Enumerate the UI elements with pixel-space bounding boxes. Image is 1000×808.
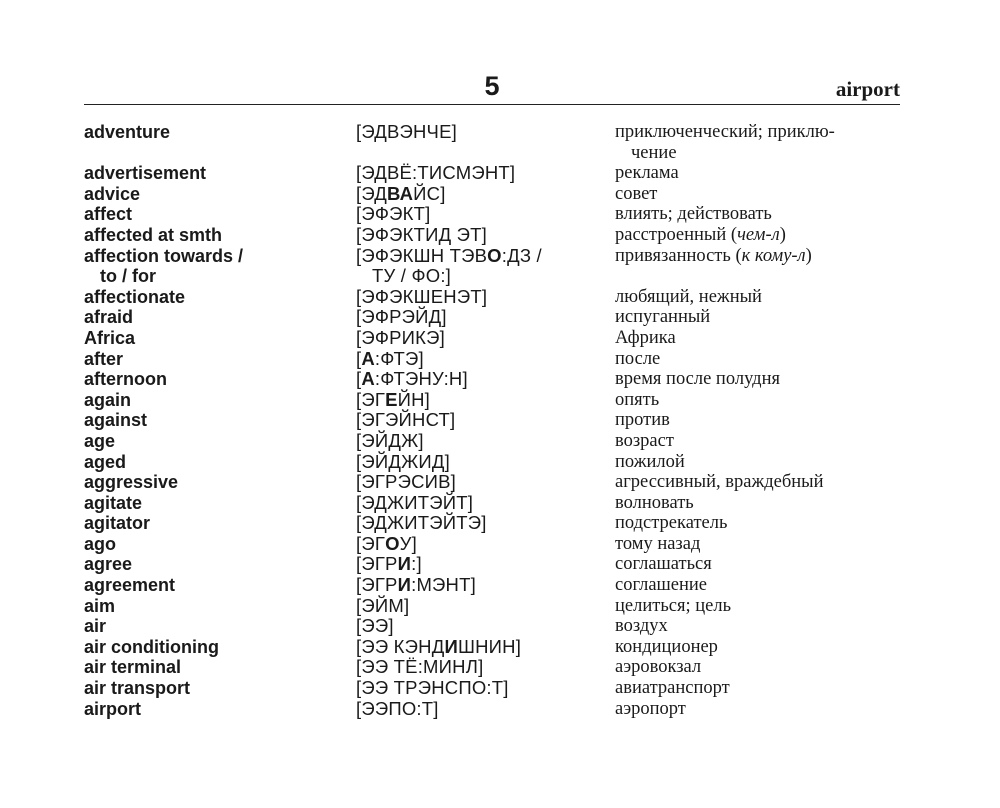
- page-number: 5: [484, 71, 500, 101]
- dictionary-entry: [84, 184, 900, 205]
- entry-translation-line: [615, 534, 905, 555]
- dictionary-entry: [84, 225, 900, 246]
- entry-translation: [615, 307, 905, 328]
- entry-word: [84, 699, 346, 720]
- entry-pronunciation-segment: [ЭГ: [356, 532, 386, 554]
- entry-translation-segment: волновать: [615, 492, 694, 513]
- entry-pronunciation-segment: [ЭЙМ]: [356, 594, 410, 616]
- entry-word-line: adventure: [84, 122, 171, 142]
- entry-translation-line: [615, 513, 905, 534]
- dictionary-entry: [84, 554, 900, 575]
- entry-pronunciation-line: [356, 699, 606, 720]
- entry-pronunciation-segment: И: [397, 553, 412, 575]
- entry-pronunciation-segment: [ЭЙДЖИД]: [356, 450, 450, 472]
- entry-pronunciation-line: [356, 472, 606, 493]
- entry-pronunciation-segment: [: [356, 368, 362, 390]
- entry-pronunciation-line: [356, 163, 606, 184]
- entry-translation-segment: целиться; цель: [615, 595, 732, 616]
- entry-pronunciation-line: [356, 122, 606, 143]
- entry-pronunciation: [356, 246, 606, 287]
- entry-word-line: air terminal: [84, 657, 182, 678]
- entry-pronunciation: [356, 699, 606, 720]
- entry-pronunciation-line: [356, 184, 606, 205]
- entry-pronunciation-segment: [ЭФЭКШЕНЭТ]: [356, 285, 488, 307]
- entry-pronunciation: [356, 184, 606, 205]
- entry-pronunciation-line: [356, 390, 606, 411]
- entry-word-line: aged: [84, 451, 127, 472]
- entry-translation: [615, 596, 905, 617]
- entry-translation-line: [615, 246, 905, 267]
- dictionary-entry: [84, 513, 900, 534]
- entry-translation-line: [615, 452, 905, 473]
- entry-translation: [615, 225, 905, 246]
- entry-pronunciation-line: [356, 493, 606, 514]
- entry-pronunciation-segment: [ЭЭ ТРЭНСПО:Т]: [356, 677, 509, 699]
- entry-translation-line: [615, 307, 905, 328]
- dictionary-entry: [84, 575, 900, 596]
- entry-word-line: airport: [84, 698, 142, 719]
- entry-pronunciation-line: [356, 554, 606, 575]
- entry-translation: [615, 616, 905, 637]
- entry-word-line: afternoon: [84, 369, 167, 390]
- entry-translation-segment: чем-л: [737, 224, 780, 245]
- entry-translation-line: [615, 678, 905, 699]
- entry-pronunciation-segment: :МЭНТ]: [411, 574, 476, 596]
- entry-translation-line: [615, 143, 905, 164]
- entry-pronunciation-segment: [ЭДЖИТЭЙТ]: [356, 491, 474, 513]
- entry-word-line: afraid: [84, 307, 134, 328]
- entry-pronunciation: [356, 287, 606, 308]
- entry-pronunciation-segment: ВА: [386, 182, 414, 204]
- entry-word-line: air conditioning: [84, 636, 219, 657]
- entry-translation-segment: аэровокзал: [615, 657, 702, 678]
- dictionary-entry: [84, 307, 900, 328]
- entry-translation-segment: ): [779, 224, 786, 245]
- entry-pronunciation: [356, 122, 606, 143]
- entry-translation: [615, 369, 905, 390]
- entry-translation-segment: время после полудня: [615, 369, 780, 390]
- entry-pronunciation-segment: И: [397, 574, 412, 596]
- entry-word: [84, 596, 346, 617]
- entry-pronunciation-segment: [ЭДВЁ:ТИСМЭНТ]: [356, 162, 516, 184]
- entry-pronunciation: [356, 678, 606, 699]
- entry-translation-line: [615, 163, 905, 184]
- entry-pronunciation: [356, 534, 606, 555]
- entry-translation: [615, 246, 905, 267]
- entry-word: [84, 554, 346, 575]
- dictionary-entry: [84, 431, 900, 452]
- entry-pronunciation-segment: [ЭГЭЙНСТ]: [356, 409, 456, 431]
- dictionary-entry: [84, 699, 900, 720]
- entry-pronunciation-segment: И: [444, 635, 458, 657]
- entry-translation-segment: расстроенный (: [615, 224, 738, 245]
- dictionary-entry: [84, 369, 900, 390]
- entry-pronunciation-segment: ЙН]: [397, 388, 431, 410]
- dictionary-entry: [84, 122, 900, 163]
- entry-translation-segment: реклама: [615, 163, 679, 184]
- entry-pronunciation-segment: [: [356, 347, 362, 369]
- entry-word: [84, 369, 346, 390]
- entry-pronunciation-segment: [ЭЭ]: [356, 615, 394, 637]
- entry-pronunciation-segment: [ЭГ: [356, 388, 386, 410]
- entry-translation-line: [615, 575, 905, 596]
- entry-word: [84, 163, 346, 184]
- entry-translation-segment: опять: [615, 389, 660, 410]
- entry-pronunciation-segment: [ЭФЭКТИД ЭТ]: [356, 223, 487, 245]
- dictionary-entry: [84, 246, 900, 287]
- entry-pronunciation-segment: У]: [399, 532, 417, 554]
- entry-pronunciation: [356, 575, 606, 596]
- dictionary-entry: [84, 163, 900, 184]
- entry-word-line: affect: [84, 204, 133, 225]
- entry-translation-line: [615, 225, 905, 246]
- entry-pronunciation: [356, 163, 606, 184]
- dictionary-entry: [84, 534, 900, 555]
- entry-pronunciation: [356, 554, 606, 575]
- guide-word: airport: [835, 77, 900, 101]
- entry-translation: [615, 163, 905, 184]
- entry-pronunciation-segment: [ЭДЖИТЭЙТЭ]: [356, 512, 487, 534]
- entry-translation-line: [615, 657, 905, 678]
- dictionary-entries: [84, 122, 900, 719]
- entry-translation: [615, 657, 905, 678]
- entry-word-line: age: [84, 430, 116, 451]
- entry-word: [84, 657, 346, 678]
- entry-word-line: agreement: [84, 575, 176, 596]
- entry-translation-line: [615, 554, 905, 575]
- entry-word-line: agitator: [84, 513, 151, 534]
- entry-pronunciation-line: [356, 575, 606, 596]
- entry-word: [84, 390, 346, 411]
- entry-pronunciation-segment: :ФТЭ]: [374, 347, 424, 369]
- dictionary-entry: [84, 287, 900, 308]
- entry-translation-line: [615, 390, 905, 411]
- entry-translation-segment: воздух: [615, 616, 668, 637]
- entry-word: [84, 225, 346, 246]
- entry-word: [84, 513, 346, 534]
- entry-word: [84, 534, 346, 555]
- entry-pronunciation-segment: [ЭДВЭНЧЕ]: [356, 121, 457, 142]
- entry-word-line: affection towards /: [84, 245, 244, 266]
- entry-pronunciation-segment: [ЭГРЭСИВ]: [356, 471, 457, 493]
- entry-translation-segment: соглашаться: [615, 554, 712, 575]
- entry-word-line: after: [84, 348, 124, 369]
- entry-translation-line: [615, 410, 905, 431]
- entry-translation: [615, 204, 905, 225]
- entry-pronunciation-line: [356, 452, 606, 473]
- entry-translation-line: [615, 493, 905, 514]
- entry-translation-segment: Африка: [615, 327, 676, 348]
- entry-pronunciation-line: [356, 616, 606, 637]
- entry-translation-segment: приключенческий; приклю-: [615, 122, 835, 142]
- entry-pronunciation-segment: А: [361, 347, 375, 369]
- entry-word: [84, 410, 346, 431]
- entry-translation-segment: агрессивный, враждебный: [615, 472, 824, 493]
- entry-word: [84, 637, 346, 658]
- entry-pronunciation-segment: :ФТЭНУ:Н]: [374, 368, 468, 390]
- entry-pronunciation: [356, 616, 606, 637]
- entry-pronunciation-line: [356, 431, 606, 452]
- dictionary-entry: [84, 657, 900, 678]
- entry-translation-line: [615, 122, 905, 143]
- entry-word-line: advertisement: [84, 163, 207, 184]
- entry-translation: [615, 349, 905, 370]
- entry-word-line: affected at smth: [84, 224, 223, 245]
- entry-word-line: ago: [84, 533, 117, 554]
- dictionary-entry: [84, 472, 900, 493]
- entry-pronunciation-line: [356, 266, 606, 287]
- entry-pronunciation: [356, 431, 606, 452]
- entry-pronunciation-segment: ШНИН]: [457, 635, 522, 657]
- dictionary-entry: [84, 493, 900, 514]
- entry-translation-line: [615, 637, 905, 658]
- entry-pronunciation-line: [356, 657, 606, 678]
- entry-pronunciation-segment: [ЭЭ КЭНД: [356, 635, 445, 657]
- entry-word-line: affectionate: [84, 286, 186, 307]
- entry-pronunciation: [356, 349, 606, 370]
- entry-pronunciation-line: [356, 349, 606, 370]
- entry-translation: [615, 452, 905, 473]
- entry-pronunciation-segment: [ЭФЭКТ]: [356, 203, 431, 225]
- entry-translation-segment: совет: [615, 183, 658, 204]
- entry-pronunciation: [356, 307, 606, 328]
- entry-word: [84, 678, 346, 699]
- entry-translation-segment: кондиционер: [615, 636, 718, 657]
- entry-translation-line: [615, 204, 905, 225]
- entry-translation-line: [615, 328, 905, 349]
- entry-translation-segment: привязанность (: [615, 245, 742, 266]
- entry-translation: [615, 431, 905, 452]
- entry-pronunciation-segment: Е: [385, 388, 398, 410]
- entry-word: [84, 246, 346, 287]
- entry-pronunciation: [356, 596, 606, 617]
- entry-translation-line: [615, 369, 905, 390]
- entry-translation-line: [615, 616, 905, 637]
- dictionary-entry: [84, 678, 900, 699]
- entry-pronunciation: [356, 493, 606, 514]
- entry-pronunciation-segment: [ЭЭ ТЁ:МИНЛ]: [356, 656, 484, 678]
- entry-pronunciation: [356, 452, 606, 473]
- entry-translation: [615, 534, 905, 555]
- entry-translation-segment: испуганный: [615, 307, 711, 328]
- entry-pronunciation-line: [356, 225, 606, 246]
- entry-translation-segment: пожилой: [615, 451, 685, 472]
- dictionary-entry: [84, 452, 900, 473]
- dictionary-entry: [84, 390, 900, 411]
- entry-translation-line: [615, 287, 905, 308]
- entry-pronunciation-line: [356, 369, 606, 390]
- entry-translation-line: [615, 431, 905, 452]
- entry-translation: [615, 410, 905, 431]
- entry-pronunciation-segment: [ЭГР: [356, 553, 398, 575]
- entry-word: [84, 472, 346, 493]
- page-header: [84, 70, 900, 105]
- entry-word-line: agree: [84, 554, 133, 575]
- entry-translation-line: [615, 699, 905, 720]
- entry-translation: [615, 390, 905, 411]
- entry-pronunciation: [356, 225, 606, 246]
- entry-pronunciation-segment: [ЭЭПО:Т]: [356, 697, 439, 719]
- entry-pronunciation-segment: :]: [411, 553, 422, 575]
- entry-word: [84, 287, 346, 308]
- entry-translation-segment: авиатранспорт: [615, 678, 730, 699]
- entry-pronunciation: [356, 513, 606, 534]
- entry-translation: [615, 513, 905, 534]
- dictionary-entry: [84, 349, 900, 370]
- entry-translation-segment: к кому-л: [741, 245, 806, 266]
- dictionary-entry: [84, 410, 900, 431]
- entry-translation: [615, 328, 905, 349]
- entry-pronunciation-segment: [ЭД: [356, 182, 387, 204]
- entry-pronunciation-line: [356, 307, 606, 328]
- entry-pronunciation-line: [356, 513, 606, 534]
- entry-pronunciation-line: [356, 204, 606, 225]
- entry-translation: [615, 472, 905, 493]
- entry-pronunciation: [356, 328, 606, 349]
- entry-pronunciation-line: [356, 328, 606, 349]
- entry-translation: [615, 699, 905, 720]
- entry-translation-line: [615, 596, 905, 617]
- entry-word-line: agitate: [84, 492, 143, 513]
- entry-translation-segment: после: [615, 348, 661, 369]
- entry-pronunciation-segment: [ЭФРЭЙД]: [356, 306, 447, 328]
- dictionary-entry: [84, 596, 900, 617]
- entry-translation: [615, 122, 905, 163]
- entry-word: [84, 431, 346, 452]
- entry-word-line: aggressive: [84, 472, 179, 493]
- entry-word: [84, 349, 346, 370]
- entry-pronunciation-line: [356, 678, 606, 699]
- entry-word-line: air transport: [84, 678, 191, 699]
- entry-pronunciation-segment: ТУ / ФО:]: [372, 265, 452, 287]
- entry-translation-line: [615, 472, 905, 493]
- entry-pronunciation-segment: ЙС]: [413, 182, 446, 204]
- entry-pronunciation-line: [356, 596, 606, 617]
- entry-pronunciation: [356, 390, 606, 411]
- entry-word-line: against: [84, 410, 148, 431]
- entry-word-line: aim: [84, 595, 116, 616]
- entry-pronunciation-line: [356, 287, 606, 308]
- entry-translation-segment: аэропорт: [615, 698, 686, 719]
- entry-translation-segment: ): [805, 245, 812, 266]
- entry-word: [84, 328, 346, 349]
- entry-pronunciation-segment: [ЭФЭКШН ТЭВ: [356, 244, 488, 266]
- entry-pronunciation: [356, 410, 606, 431]
- entry-translation: [615, 493, 905, 514]
- entry-translation-segment: соглашение: [615, 575, 708, 596]
- entry-word: [84, 307, 346, 328]
- entry-pronunciation-segment: О: [385, 532, 400, 554]
- entry-pronunciation-line: [356, 637, 606, 658]
- entry-pronunciation-segment: А: [361, 368, 375, 390]
- entry-pronunciation-segment: :ДЗ /: [501, 244, 542, 266]
- entry-pronunciation: [356, 472, 606, 493]
- dictionary-entry: [84, 637, 900, 658]
- entry-translation: [615, 184, 905, 205]
- entry-translation: [615, 575, 905, 596]
- entry-translation: [615, 554, 905, 575]
- entry-pronunciation: [356, 204, 606, 225]
- entry-pronunciation-segment: [ЭЙДЖ]: [356, 429, 424, 451]
- entry-pronunciation-segment: [ЭГР: [356, 574, 398, 596]
- entry-word-line: air: [84, 616, 107, 637]
- entry-translation-line: [615, 349, 905, 370]
- entry-pronunciation: [356, 637, 606, 658]
- entry-word: [84, 616, 346, 637]
- entry-translation-segment: любящий, нежный: [615, 286, 762, 307]
- entry-word: [84, 575, 346, 596]
- entry-translation-segment: возраст: [615, 430, 674, 451]
- entry-translation: [615, 678, 905, 699]
- entry-pronunciation: [356, 369, 606, 390]
- entry-word: [84, 493, 346, 514]
- entry-word-line: advice: [84, 183, 141, 204]
- dictionary-entry: [84, 616, 900, 637]
- dictionary-entry: [84, 204, 900, 225]
- entry-pronunciation-segment: О: [487, 244, 502, 266]
- entry-translation: [615, 287, 905, 308]
- entry-pronunciation: [356, 657, 606, 678]
- entry-word: [84, 122, 346, 143]
- entry-translation-line: [615, 184, 905, 205]
- dictionary-entry: [84, 328, 900, 349]
- entry-word-line: again: [84, 389, 132, 410]
- entry-pronunciation-segment: [ЭФРИКЭ]: [356, 326, 445, 348]
- entry-translation-segment: против: [615, 410, 670, 431]
- entry-word: [84, 452, 346, 473]
- entry-word: [84, 184, 346, 205]
- entry-translation-segment: подстрекатель: [615, 513, 728, 534]
- entry-word-line: Africa: [84, 327, 136, 348]
- entry-translation-segment: тому назад: [615, 533, 701, 554]
- entry-translation: [615, 637, 905, 658]
- entry-word-line: to / for: [100, 266, 156, 287]
- entry-pronunciation-line: [356, 246, 606, 267]
- entry-pronunciation-line: [356, 410, 606, 431]
- entry-pronunciation-line: [356, 534, 606, 555]
- entry-translation-segment: чение: [631, 142, 677, 163]
- entry-word: [84, 204, 346, 225]
- entry-translation-segment: влиять; действовать: [615, 204, 772, 225]
